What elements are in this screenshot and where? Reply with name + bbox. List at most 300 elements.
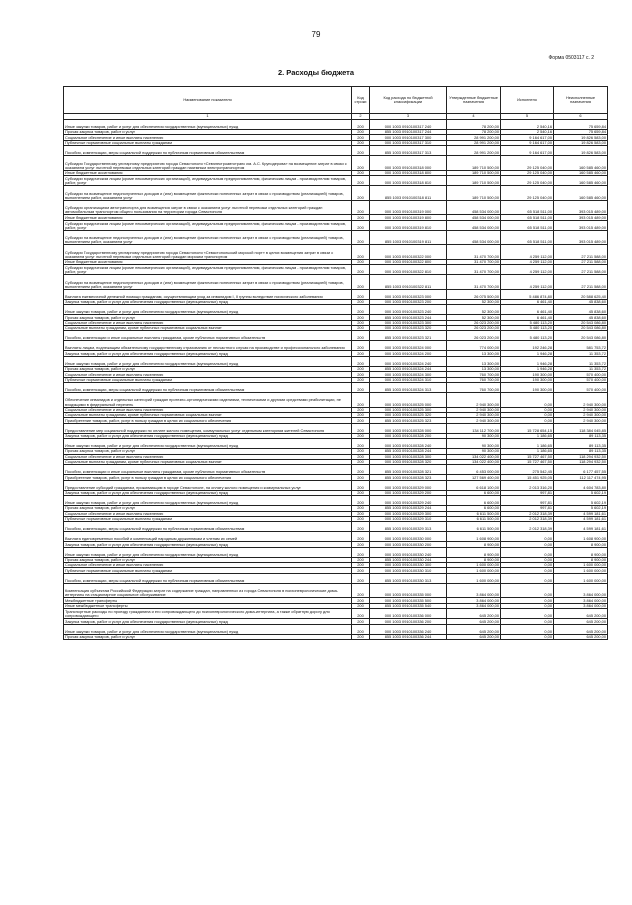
row-approved: 31 470 700,00 xyxy=(447,245,501,260)
row-executed: 1 186,65 xyxy=(501,439,554,449)
row-name: Иные закупки товаров, работ и услуг для обеспечения государственных (муниципальных) нужд xyxy=(64,439,352,449)
row-unexecuted: 5 602,19 xyxy=(554,490,608,495)
row-name: Иные бюджетные ассигнования xyxy=(64,215,352,220)
row-approved: 6 600,00 xyxy=(447,490,501,495)
row-line-code: 200 xyxy=(352,331,370,341)
row-approved: 90 300,00 xyxy=(447,433,501,438)
row-classification-code: 000 1003 0910100330 240 xyxy=(370,547,447,557)
row-approved: 458 534 000,00 xyxy=(447,200,501,215)
row-line-code: 200 xyxy=(352,423,370,433)
row-classification-code: 000 1003 0910100324 310 xyxy=(370,377,447,382)
row-approved: 90 300,00 xyxy=(447,449,501,454)
table-row xyxy=(64,120,608,130)
row-line-code: 200 xyxy=(352,603,370,608)
row-line-code: 200 xyxy=(352,449,370,454)
row-executed: 65 518 511,00 xyxy=(501,215,554,220)
row-unexecuted: 393 015 489,00 xyxy=(554,200,608,215)
row-executed: 15 728 654,15 xyxy=(501,423,554,433)
row-executed: 0,00 xyxy=(501,573,554,583)
row-executed: 5 480 113,20 xyxy=(501,331,554,341)
row-classification-code: 000 1003 0910100328 240 xyxy=(370,439,447,449)
table-row xyxy=(64,305,608,315)
row-unexecuted: 393 015 489,00 xyxy=(554,215,608,220)
column-index: 6 xyxy=(554,114,608,120)
row-line-code: 200 xyxy=(352,156,370,171)
row-classification-code: 855 1003 0910100329 313 xyxy=(370,522,447,532)
row-approved: 26 023 200,00 xyxy=(447,320,501,325)
row-executed: 0,00 xyxy=(501,542,554,547)
row-line-code: 200 xyxy=(352,475,370,480)
row-approved: 1 600 000,00 xyxy=(447,568,501,573)
table-row xyxy=(64,245,608,260)
table-row xyxy=(64,393,608,408)
row-name: Прочая закупка товаров, работ и услуг xyxy=(64,366,352,371)
table-row xyxy=(64,176,608,186)
row-executed: 0,00 xyxy=(501,609,554,619)
row-unexecuted: 6 177 457,55 xyxy=(554,465,608,475)
row-classification-code: 000 1003 0910100328 200 xyxy=(370,433,447,438)
row-name: Прочая закупка товаров, работ и услуг xyxy=(64,130,352,135)
row-classification-code: 000 1003 0910100324 200 xyxy=(370,351,447,356)
row-classification-code: 000 1003 0910100329 000 xyxy=(370,480,447,490)
row-executed: 65 518 511,00 xyxy=(501,200,554,215)
table-row xyxy=(64,634,608,639)
row-executed: 4 259 112,00 xyxy=(501,259,554,264)
row-approved: 134 022 400,00 xyxy=(447,454,501,459)
row-name: Выплата ежемесячной денежной помощи гражданам, осуществляющим уход за инвалидом I, II группы вследствие психического заболевания xyxy=(64,289,352,299)
row-executed: 275 542,45 xyxy=(501,465,554,475)
row-name: Закупка товаров, работ и услуг для обеспечения государственных (муниципальных) нужд xyxy=(64,542,352,547)
row-executed: 0,00 xyxy=(501,598,554,603)
row-name: Пособия, компенсации, меры социальной поддержки по публичным нормативным обязательствам xyxy=(64,383,352,393)
row-classification-code: 000 1003 0910100336 000 xyxy=(370,609,447,619)
row-unexecuted: 20 543 086,80 xyxy=(554,326,608,331)
row-unexecuted: 1 600 000,00 xyxy=(554,573,608,583)
row-unexecuted: 1 600 000,00 xyxy=(554,568,608,573)
header-unexecuted: Неисполненные назначения xyxy=(554,87,608,114)
row-classification-code: 000 1003 0910100317 240 xyxy=(370,120,447,130)
row-line-code: 200 xyxy=(352,490,370,495)
row-approved: 6 618 100,00 xyxy=(447,480,501,490)
row-line-code: 200 xyxy=(352,200,370,215)
row-executed: 5 480 113,20 xyxy=(501,320,554,325)
row-approved: 189 710 500,00 xyxy=(447,170,501,175)
row-name: Пособия, компенсации, меры социальной поддержки по публичным нормативным обязательствам xyxy=(64,146,352,156)
row-name: Закупка товаров, работ и услуг для обеспечения государственных (муниципальных) нужд xyxy=(64,619,352,624)
row-approved: 2 940 300,00 xyxy=(447,413,501,418)
row-executed: 997,81 xyxy=(501,506,554,511)
row-name: Социальные выплаты гражданам, кроме публичных нормативных социальных выплат xyxy=(64,326,352,331)
row-executed: 0,00 xyxy=(501,413,554,418)
column-index: 3 xyxy=(370,114,447,120)
row-name: Социальные выплаты гражданам, кроме публичных нормативных социальных выплат xyxy=(64,459,352,464)
row-approved: 90 300,00 xyxy=(447,439,501,449)
row-classification-code: 000 1003 0910100323 200 xyxy=(370,299,447,304)
row-approved: 6 611 500,00 xyxy=(447,511,501,516)
row-classification-code: 855 1003 0910100325 323 xyxy=(370,418,447,423)
row-approved: 189 710 500,00 xyxy=(447,186,501,201)
header-executed: Исполнено xyxy=(501,87,554,114)
row-name: Пособия, компенсации и иные социальные выплаты гражданам, кроме публичных нормативных обязательств xyxy=(64,465,352,475)
row-approved: 2 940 300,00 xyxy=(447,393,501,408)
row-approved: 189 710 500,00 xyxy=(447,156,501,171)
row-approved: 8 900,00 xyxy=(447,547,501,557)
row-approved: 6 600,00 xyxy=(447,496,501,506)
row-approved: 2 940 300,00 xyxy=(447,418,501,423)
row-executed: 15 727 467,50 xyxy=(501,459,554,464)
row-unexecuted: 570 400,00 xyxy=(554,383,608,393)
table-body xyxy=(64,120,608,640)
row-classification-code: 000 1003 0910100325 320 xyxy=(370,413,447,418)
column-index: 2 xyxy=(352,114,370,120)
row-unexecuted: 112 117 474,95 xyxy=(554,475,608,480)
row-line-code: 200 xyxy=(352,506,370,511)
row-executed: 5 480 113,20 xyxy=(501,326,554,331)
row-classification-code: 000 1003 0910100328 300 xyxy=(370,454,447,459)
row-approved: 134 022 400,00 xyxy=(447,459,501,464)
row-classification-code: 855 1003 0910100330 313 xyxy=(370,573,447,583)
row-executed: 0,00 xyxy=(501,557,554,562)
row-name: Иные закупки товаров, работ и услуг для обеспечения государственных (муниципальных) нужд xyxy=(64,624,352,634)
row-name: Прочая закупка товаров, работ и услуг xyxy=(64,506,352,511)
row-executed: 190 300,00 xyxy=(501,383,554,393)
row-unexecuted: 27 211 588,00 xyxy=(554,245,608,260)
row-approved: 6 600,00 xyxy=(447,506,501,511)
row-classification-code: 000 1003 0910100318 000 xyxy=(370,156,447,171)
row-name: Прочая закупка товаров, работ и услуг xyxy=(64,315,352,320)
row-executed: 4 259 112,00 xyxy=(501,265,554,275)
row-approved: 1 600 000,00 xyxy=(447,573,501,583)
table-header-row xyxy=(64,87,608,114)
row-classification-code: 855 1003 0910100323 321 xyxy=(370,331,447,341)
row-classification-code: 000 1003 0910100324 300 xyxy=(370,372,447,377)
row-classification-code: 855 1003 0910100318 811 xyxy=(370,186,447,201)
row-executed: 0,00 xyxy=(501,418,554,423)
row-classification-code: 000 1003 0910100330 200 xyxy=(370,542,447,547)
row-approved: 645 200,00 xyxy=(447,619,501,624)
column-index: 1 xyxy=(64,114,352,120)
row-unexecuted: 160 585 460,00 xyxy=(554,176,608,186)
header-approved: Утвержденные бюджетные назначения xyxy=(447,87,501,114)
table-row xyxy=(64,439,608,449)
row-name: Пособия, компенсации, меры социальной поддержки по публичным нормативным обязательствам xyxy=(64,522,352,532)
row-unexecuted: 5 602,19 xyxy=(554,506,608,511)
row-approved: 3 864 000,00 xyxy=(447,598,501,603)
row-name: Пособия, компенсации и иные социальные выплаты гражданам, кроме публичных нормативных обязательств xyxy=(64,331,352,341)
row-approved: 6 611 500,00 xyxy=(447,516,501,521)
row-classification-code: 855 1003 0910100319 811 xyxy=(370,230,447,245)
row-name: Социальное обеспечение и иные выплаты населению xyxy=(64,320,352,325)
table-row xyxy=(64,356,608,366)
row-line-code: 200 xyxy=(352,377,370,382)
row-line-code: 200 xyxy=(352,176,370,186)
row-classification-code: 855 1003 0910100328 244 xyxy=(370,449,447,454)
row-classification-code: 000 1003 0910100323 000 xyxy=(370,289,447,299)
table-row xyxy=(64,265,608,275)
row-name: Публичные нормативные социальные выплаты гражданам xyxy=(64,377,352,382)
row-approved: 134 112 700,00 xyxy=(447,423,501,433)
row-name: Предоставление субсидий гражданам, проживающим в городе Севастополе, на оплату жилого помещения и коммунальных услуг xyxy=(64,480,352,490)
table-row xyxy=(64,383,608,393)
row-name: Иные закупки товаров, работ и услуг для обеспечения государственных (муниципальных) нужд xyxy=(64,120,352,130)
row-approved: 774 000,00 xyxy=(447,341,501,351)
row-name: Выплаты лицам, подлежащим обязательному государственному страхованию от несчастного случая на производстве и профессионального заболевания xyxy=(64,341,352,351)
row-classification-code: 000 1003 0910100325 000 xyxy=(370,393,447,408)
row-executed: 1 186,65 xyxy=(501,433,554,438)
row-name: Субсидия организациям автотранспорта для возмещения затрат в связи с оказанием услуг льготной перевозки отдельных категорий граждан автомобильным транспортом общего пользования на территории города Севастополя xyxy=(64,200,352,215)
row-name: Закупка товаров, работ и услуг для обеспечения государственных (муниципальных) нужд xyxy=(64,490,352,495)
row-executed: 29 125 040,00 xyxy=(501,170,554,175)
row-executed: 6 461,40 xyxy=(501,315,554,320)
row-classification-code: 000 1003 0910100335 000 xyxy=(370,583,447,598)
row-unexecuted: 20 543 086,80 xyxy=(554,331,608,341)
row-name: Субсидия Государственному унитарному предприятию города Севастополя «Севастопольский морской порт» в целях возмещения затрат в связи с оказанием услуг льготной перевозки отдельных категорий граждан морским транспортом xyxy=(64,245,352,260)
row-name: Обеспечение инвалидов и отдельных категорий граждан протезно-ортопедическими изделиями, техническими и другими средствами реабилитации, не входящими в федеральный перечень xyxy=(64,393,352,408)
header-line-code: Код строки xyxy=(352,87,370,114)
row-executed: 0,00 xyxy=(501,603,554,608)
row-executed: 9 164 617,00 xyxy=(501,146,554,156)
row-name: Иные бюджетные ассигнования xyxy=(64,170,352,175)
row-name: Приобретение товаров, работ, услуг в пользу граждан в целях их социального обеспечения xyxy=(64,418,352,423)
table-row xyxy=(64,532,608,542)
row-name: Закупка товаров, работ и услуг для обеспечения государственных (муниципальных) нужд xyxy=(64,433,352,438)
row-classification-code: 855 1003 0910100317 244 xyxy=(370,130,447,135)
row-unexecuted: 393 015 489,00 xyxy=(554,230,608,245)
row-approved: 13 300,00 xyxy=(447,366,501,371)
row-unexecuted: 27 211 588,00 xyxy=(554,259,608,264)
row-executed: 2 540,16 xyxy=(501,130,554,135)
row-line-code: 200 xyxy=(352,573,370,583)
row-approved: 760 700,00 xyxy=(447,377,501,382)
row-name: Прочая закупка товаров, работ и услуг xyxy=(64,449,352,454)
row-unexecuted: 118 384 045,85 xyxy=(554,423,608,433)
table-row xyxy=(64,624,608,634)
row-classification-code: 000 1003 0910100323 240 xyxy=(370,305,447,315)
row-unexecuted: 45 838,60 xyxy=(554,305,608,315)
row-unexecuted: 160 585 460,00 xyxy=(554,156,608,171)
row-executed: 9 164 617,00 xyxy=(501,140,554,145)
row-name: Компенсация субъектам Российской Федерации затрат на содержание граждан, направленных из города Севастополя в психоневрологические дома-интернаты на стационарное социальное обслуживание xyxy=(64,583,352,598)
table-row xyxy=(64,275,608,290)
row-line-code: 200 xyxy=(352,135,370,140)
row-executed: 0,00 xyxy=(501,563,554,568)
row-classification-code: 000 1003 0910100318 800 xyxy=(370,170,447,175)
row-name: Субсидии на возмещение недополученных доходов и (или) возмещение фактически понесенных затрат в связи с производством (реализацией) товаров, выполнением работ, оказанием услуг xyxy=(64,275,352,290)
row-classification-code: 000 1003 0910100335 500 xyxy=(370,598,447,603)
row-line-code: 200 xyxy=(352,563,370,568)
row-line-code: 200 xyxy=(352,568,370,573)
row-approved: 3 864 000,00 xyxy=(447,583,501,598)
row-approved: 52 300,00 xyxy=(447,305,501,315)
row-executed: 29 125 040,00 xyxy=(501,156,554,171)
row-line-code: 200 xyxy=(352,146,370,156)
row-executed: 15 727 467,50 xyxy=(501,454,554,459)
row-unexecuted: 11 353,72 xyxy=(554,366,608,371)
row-executed: 6 461,40 xyxy=(501,305,554,315)
row-executed: 190 300,00 xyxy=(501,377,554,382)
row-line-code: 200 xyxy=(352,413,370,418)
row-line-code: 200 xyxy=(352,480,370,490)
row-line-code: 200 xyxy=(352,315,370,320)
row-name: Иные закупки товаров, работ и услуг для обеспечения государственных (муниципальных) нужд xyxy=(64,496,352,506)
row-approved: 645 200,00 xyxy=(447,609,501,619)
row-approved: 760 700,00 xyxy=(447,372,501,377)
row-executed: 2 013 316,20 xyxy=(501,480,554,490)
row-executed: 192 246,28 xyxy=(501,341,554,351)
row-approved: 13 300,00 xyxy=(447,351,501,356)
row-line-code: 200 xyxy=(352,140,370,145)
row-executed: 5 486 874,80 xyxy=(501,289,554,299)
row-classification-code: 000 1003 0910100336 240 xyxy=(370,624,447,634)
row-unexecuted: 118 294 932,50 xyxy=(554,459,608,464)
header-name: Наименование показателя xyxy=(64,87,352,114)
row-executed: 4 259 112,00 xyxy=(501,245,554,260)
row-line-code: 200 xyxy=(352,439,370,449)
row-executed: 2 012 318,39 xyxy=(501,522,554,532)
row-line-code: 200 xyxy=(352,275,370,290)
row-classification-code: 000 1003 0910100319 000 xyxy=(370,200,447,215)
row-classification-code: 000 1003 0910100330 310 xyxy=(370,568,447,573)
row-unexecuted: 1 608 900,00 xyxy=(554,532,608,542)
row-unexecuted: 4 599 181,61 xyxy=(554,511,608,516)
row-name: Субсидии юридическим лицам (кроме некоммерческих организаций), индивидуальным предпринимателям, физическим лицам - производителям товаров, работ, услуг xyxy=(64,220,352,230)
row-executed: 15 451 925,05 xyxy=(501,475,554,480)
row-line-code: 200 xyxy=(352,289,370,299)
row-classification-code: 000 1003 0910100324 000 xyxy=(370,341,447,351)
row-classification-code: 000 1003 0910100324 240 xyxy=(370,356,447,366)
row-unexecuted: 645 200,00 xyxy=(554,624,608,634)
row-unexecuted: 8 900,00 xyxy=(554,542,608,547)
row-executed: 65 518 511,00 xyxy=(501,220,554,230)
row-line-code: 200 xyxy=(352,305,370,315)
row-approved: 31 470 700,00 xyxy=(447,265,501,275)
row-classification-code: 855 1003 0910100336 244 xyxy=(370,634,447,639)
row-approved: 31 470 700,00 xyxy=(447,259,501,264)
row-approved: 645 200,00 xyxy=(447,634,501,639)
row-executed: 1 946,28 xyxy=(501,351,554,356)
table-row xyxy=(64,331,608,341)
row-name: Социальное обеспечение и иные выплаты населению xyxy=(64,407,352,412)
row-approved: 1 600 000,00 xyxy=(447,563,501,568)
row-line-code: 200 xyxy=(352,393,370,408)
row-unexecuted: 75 659,84 xyxy=(554,130,608,135)
table-row xyxy=(64,522,608,532)
row-line-code: 200 xyxy=(352,170,370,175)
row-executed: 190 300,00 xyxy=(501,372,554,377)
row-name: Социальное обеспечение и иные выплаты населению xyxy=(64,135,352,140)
row-unexecuted: 4 604 783,80 xyxy=(554,480,608,490)
row-unexecuted: 19 826 583,00 xyxy=(554,135,608,140)
row-name: Публичные нормативные социальные выплаты гражданам xyxy=(64,140,352,145)
row-executed: 0,00 xyxy=(501,532,554,542)
row-unexecuted: 19 826 583,00 xyxy=(554,140,608,145)
row-line-code: 200 xyxy=(352,320,370,325)
row-name: Социальные выплаты гражданам, кроме публичных нормативных социальных выплат xyxy=(64,413,352,418)
table-row xyxy=(64,423,608,433)
row-unexecuted: 570 400,00 xyxy=(554,377,608,382)
row-line-code: 200 xyxy=(352,356,370,366)
row-executed: 2 012 318,39 xyxy=(501,516,554,521)
row-name: Транспортные расходы по проезду гражданина и его сопровождающего до психоневрологического дома-интерната, а также обратную дорогу для сопровождающего xyxy=(64,609,352,619)
row-approved: 189 710 500,00 xyxy=(447,176,501,186)
row-executed: 0,00 xyxy=(501,624,554,634)
row-executed: 0,00 xyxy=(501,583,554,598)
row-executed: 29 125 040,00 xyxy=(501,176,554,186)
row-name: Социальное обеспечение и иные выплаты населению xyxy=(64,372,352,377)
row-unexecuted: 20 588 625,40 xyxy=(554,289,608,299)
row-approved: 3 864 000,00 xyxy=(447,603,501,608)
row-line-code: 200 xyxy=(352,547,370,557)
row-classification-code: 855 1003 0910100323 244 xyxy=(370,315,447,320)
expenses-table xyxy=(63,86,608,640)
row-executed: 29 125 040,00 xyxy=(501,186,554,201)
row-line-code: 200 xyxy=(352,215,370,220)
table-row xyxy=(64,573,608,583)
row-unexecuted: 89 113,35 xyxy=(554,433,608,438)
section-title: 2. Расходы бюджета xyxy=(277,68,355,77)
row-executed: 1 186,65 xyxy=(501,449,554,454)
row-unexecuted: 2 940 300,00 xyxy=(554,418,608,423)
row-line-code: 200 xyxy=(352,624,370,634)
row-approved: 52 300,00 xyxy=(447,299,501,304)
row-classification-code: 855 1003 0910100329 244 xyxy=(370,506,447,511)
row-name: Предоставление мер социальной поддержки по оплате жилого помещения, коммунальных услуг отдельным категориям жителей Севастополя xyxy=(64,423,352,433)
row-unexecuted: 2 940 300,00 xyxy=(554,393,608,408)
row-classification-code: 000 1003 0910100318 810 xyxy=(370,176,447,186)
row-unexecuted: 45 838,60 xyxy=(554,299,608,304)
row-unexecuted: 4 599 181,61 xyxy=(554,516,608,521)
row-name: Социальное обеспечение и иные выплаты населению xyxy=(64,454,352,459)
row-unexecuted: 4 599 181,61 xyxy=(554,522,608,532)
row-line-code: 200 xyxy=(352,583,370,598)
row-classification-code: 000 1003 0910100329 310 xyxy=(370,516,447,521)
row-line-code: 200 xyxy=(352,609,370,619)
row-name: Социальное обеспечение и иные выплаты населению xyxy=(64,563,352,568)
row-unexecuted: 645 200,00 xyxy=(554,619,608,624)
row-unexecuted: 20 543 086,80 xyxy=(554,320,608,325)
row-line-code: 200 xyxy=(352,634,370,639)
row-classification-code: 855 1003 0910100317 313 xyxy=(370,146,447,156)
row-classification-code: 000 1003 0910100328 000 xyxy=(370,423,447,433)
row-approved: 8 900,00 xyxy=(447,542,501,547)
row-line-code: 200 xyxy=(352,259,370,264)
row-line-code: 200 xyxy=(352,120,370,130)
row-approved: 2 940 300,00 xyxy=(447,407,501,412)
row-unexecuted: 3 864 000,00 xyxy=(554,598,608,603)
row-unexecuted: 45 838,60 xyxy=(554,315,608,320)
row-executed: 0,00 xyxy=(501,407,554,412)
row-executed: 0,00 xyxy=(501,619,554,624)
row-classification-code: 000 1003 0910100322 810 xyxy=(370,265,447,275)
row-name: Прочая закупка товаров, работ и услуг xyxy=(64,557,352,562)
row-line-code: 200 xyxy=(352,372,370,377)
row-name: Выплата единовременных пособий и компенсаций народным дружинникам и членам их семей xyxy=(64,532,352,542)
row-executed: 2 012 318,39 xyxy=(501,511,554,516)
row-unexecuted: 160 585 460,00 xyxy=(554,186,608,201)
row-executed: 0,00 xyxy=(501,547,554,557)
row-unexecuted: 570 400,00 xyxy=(554,372,608,377)
row-unexecuted: 1 600 000,00 xyxy=(554,563,608,568)
row-executed: 1 946,28 xyxy=(501,356,554,366)
row-executed: 4 259 112,00 xyxy=(501,275,554,290)
row-classification-code: 000 1003 0910100330 300 xyxy=(370,563,447,568)
row-approved: 6 611 500,00 xyxy=(447,522,501,532)
row-unexecuted: 89 113,35 xyxy=(554,449,608,454)
row-line-code: 200 xyxy=(352,522,370,532)
row-name: Публичные нормативные социальные выплаты гражданам xyxy=(64,516,352,521)
table-row xyxy=(64,146,608,156)
row-unexecuted: 27 211 588,00 xyxy=(554,275,608,290)
